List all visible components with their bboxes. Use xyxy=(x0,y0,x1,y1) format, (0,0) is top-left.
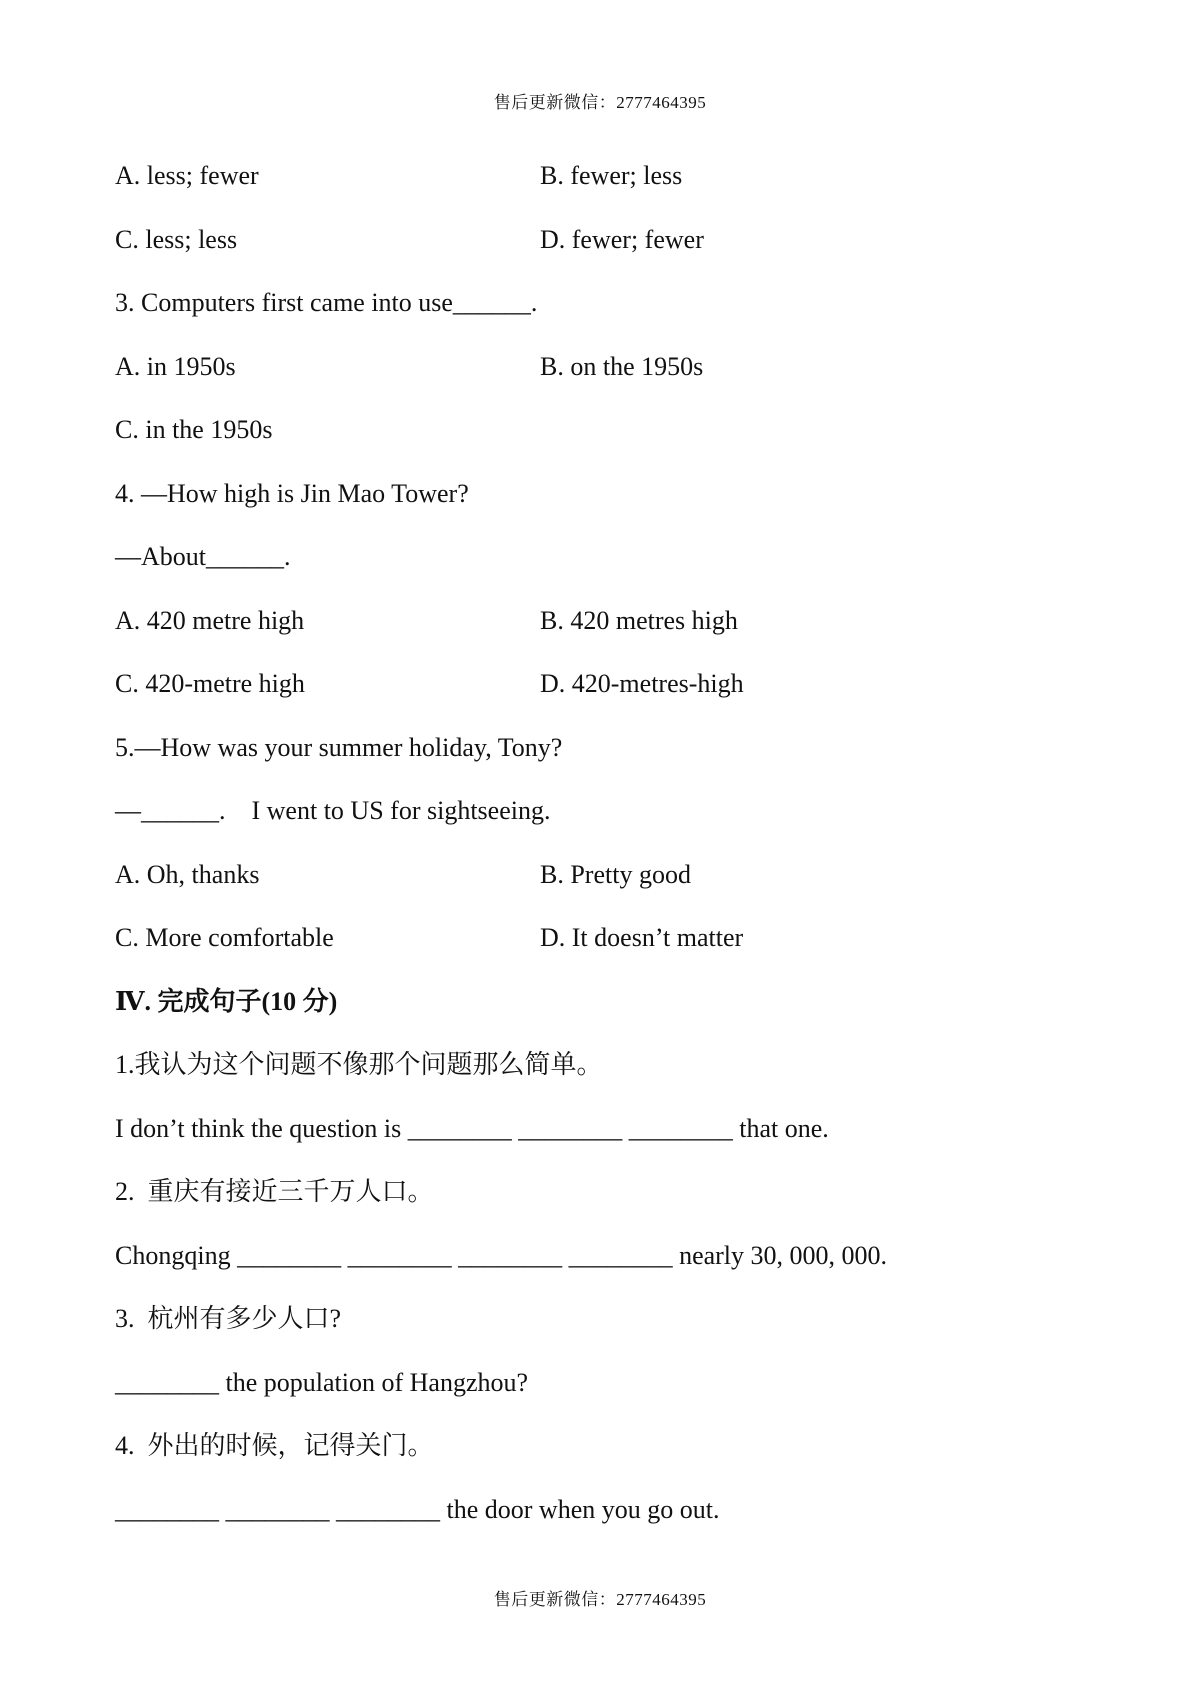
s4-item-2-chinese: 2. 重庆有接近三千万人口。 xyxy=(115,1177,434,1206)
s4-item-4-english: ________ ________ ________ the door when you go out. xyxy=(115,1494,720,1524)
s4-item-2-english: Chongqing ________ ________ ________ ________ nearly 30, 000, 000. xyxy=(115,1240,888,1270)
q2-options-row-1 xyxy=(115,158,1115,222)
q2-option-d: D. fewer; fewer xyxy=(540,224,704,254)
q5-stem: 5.—How was your summer holiday, Tony? xyxy=(115,732,563,762)
q5-option-d: D. It doesn’t matter xyxy=(540,923,744,952)
page-content xyxy=(115,158,1115,1555)
s4-item-4-chinese: 4. 外出的时候，记得关门。 xyxy=(115,1431,434,1460)
q5-options-row-1 xyxy=(115,857,1115,921)
q5-option-a: A. Oh, thanks xyxy=(115,859,260,889)
q4-stem: 4. —How high is Jin Mao Tower? xyxy=(115,478,469,508)
q2-option-b: B. fewer; less xyxy=(540,161,683,190)
q5-option-b: B. Pretty good xyxy=(540,859,691,889)
q3-option-a: A. in 1950s xyxy=(115,351,236,381)
section-4-title: Ⅳ. 完成句子(10 分) xyxy=(115,986,338,1016)
q5-option-c: C. More comfortable xyxy=(115,923,334,952)
q3-options-row-1 xyxy=(115,349,1115,413)
page-footer: 售后更新微信：2777464395 xyxy=(493,1590,707,1609)
q3-option-c: C. in the 1950s xyxy=(115,415,273,444)
q5-reply: —______. I went to US for sightseeing. xyxy=(115,796,551,825)
q4-reply: —About______. xyxy=(115,542,291,571)
q4-option-b: B. 420 metres high xyxy=(540,605,738,635)
q4-options-row-1 xyxy=(115,603,1115,667)
s4-item-3-chinese: 3. 杭州有多少人口? xyxy=(115,1304,342,1333)
q2-option-a: A. less; fewer xyxy=(115,161,259,190)
q2-options-row-2 xyxy=(115,222,1115,286)
q4-options-row-2 xyxy=(115,666,1115,730)
s4-item-3-english: ________ the population of Hangzhou? xyxy=(115,1367,529,1397)
q3-options-row-2 xyxy=(115,412,1115,476)
q4-option-a: A. 420 metre high xyxy=(115,605,305,635)
q3-option-b: B. on the 1950s xyxy=(540,351,704,381)
q2-option-c: C. less; less xyxy=(115,224,238,254)
page-header: 售后更新微信：2777464395 xyxy=(493,93,707,112)
s4-item-1-chinese: 1.我认为这个问题不像那个问题那么简单。 xyxy=(115,1050,603,1079)
q4-option-d: D. 420-metres-high xyxy=(540,669,744,698)
q5-options-row-2 xyxy=(115,920,1115,984)
s4-item-1-english: I don’t think the question is ________ ________ ________ that one. xyxy=(115,1113,829,1143)
q4-option-c: C. 420-metre high xyxy=(115,669,305,698)
q3-stem: 3. Computers first came into use______. xyxy=(115,288,538,317)
